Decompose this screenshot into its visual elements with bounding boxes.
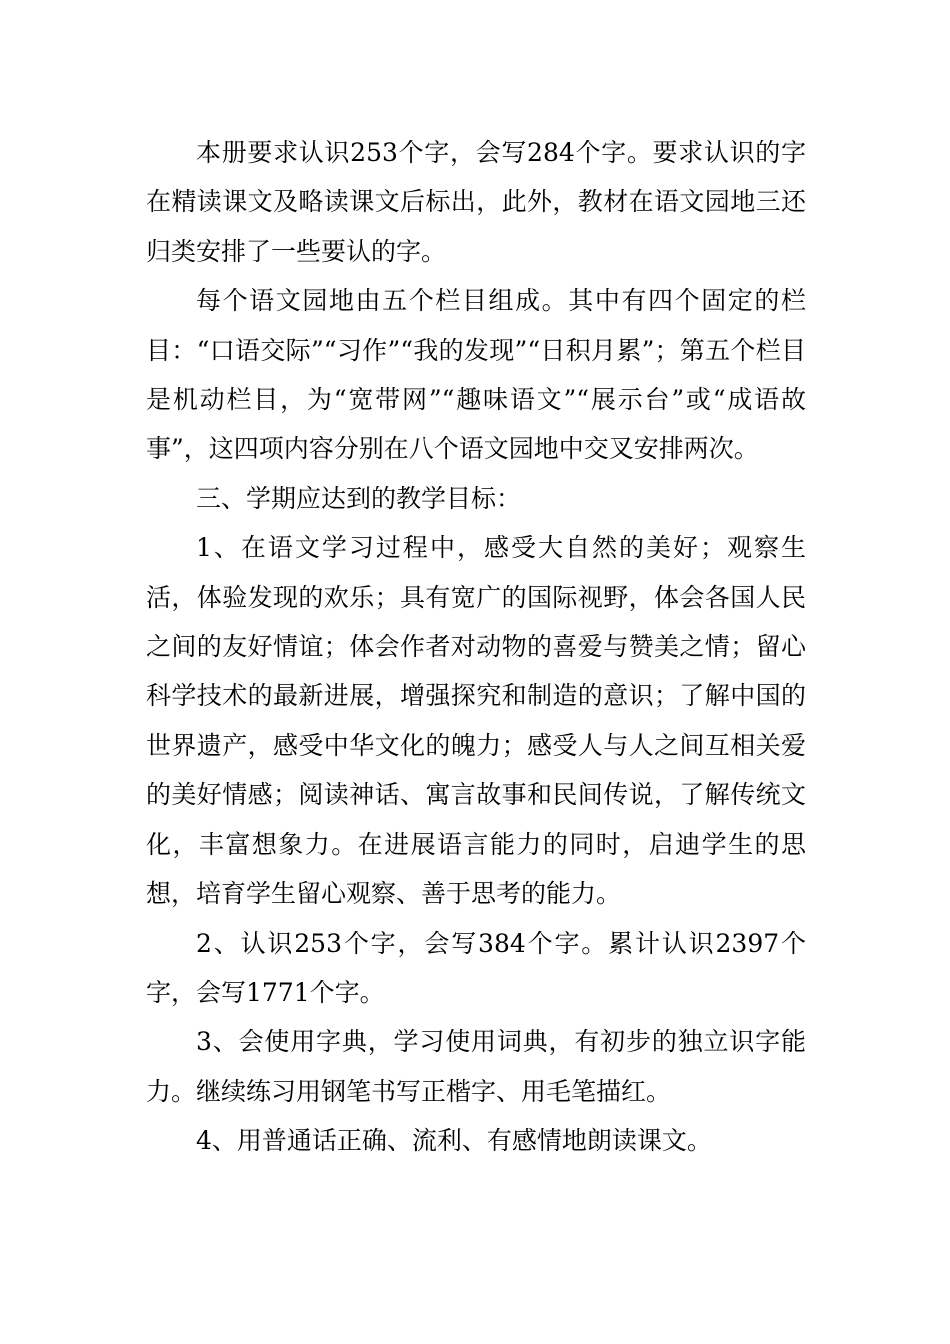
goal-item-1: 1、在语文学习过程中，感受大自然的美好；观察生活，体验发现的欢乐；具有宽广的国际视野，体会各国人民之间的友好情谊；体会作者对动物的喜爱与赞美之情；留心科学技术的最新进展，增强探究和制造的意识；了解中国的世界遗产，感受中华文化的魄力；感受人与人之间互相关爱的美好情感；阅读神话、寓言故事和民间传说，了解传统文化，丰富想象力。在进展语言能力的同时，启迪学生的思想，培育学生留心观察、善于思考的能力。 — [146, 533, 806, 909]
goal-item-3: 3、会使用字典，学习使用词典，有初步的独立识字能力。继续练习用钢笔书写正楷字、用毛笔描红。 — [146, 1027, 806, 1106]
section-heading-teaching-goals: 三、学期应达到的教学目标： — [196, 483, 522, 513]
paragraph-character-requirements: 本册要求认识253个字，会写284个字。要求认识的字在精读课文及略读课文后标出，此外，教材在语文园地三还归类安排了一些要认的字。 — [146, 138, 806, 266]
document-body — [146, 128, 806, 1166]
goal-item-4: 4、用普通话正确、流利、有感情地朗读课文。 — [196, 1126, 712, 1156]
paragraph-language-garden-columns: 每个语文园地由五个栏目组成。其中有四个固定的栏目：“口语交际”“习作”“我的发现”“日积月累”；第五个栏目是机动栏目，为“宽带网”“趣味语文”“展示台”或“成语故事”，这四项内容分别在八个语文园地中交叉安排两次。 — [146, 286, 806, 464]
goal-item-2: 2、认识253个字，会写384个字。累计认识2397个字，会写1771个字。 — [146, 928, 806, 1007]
